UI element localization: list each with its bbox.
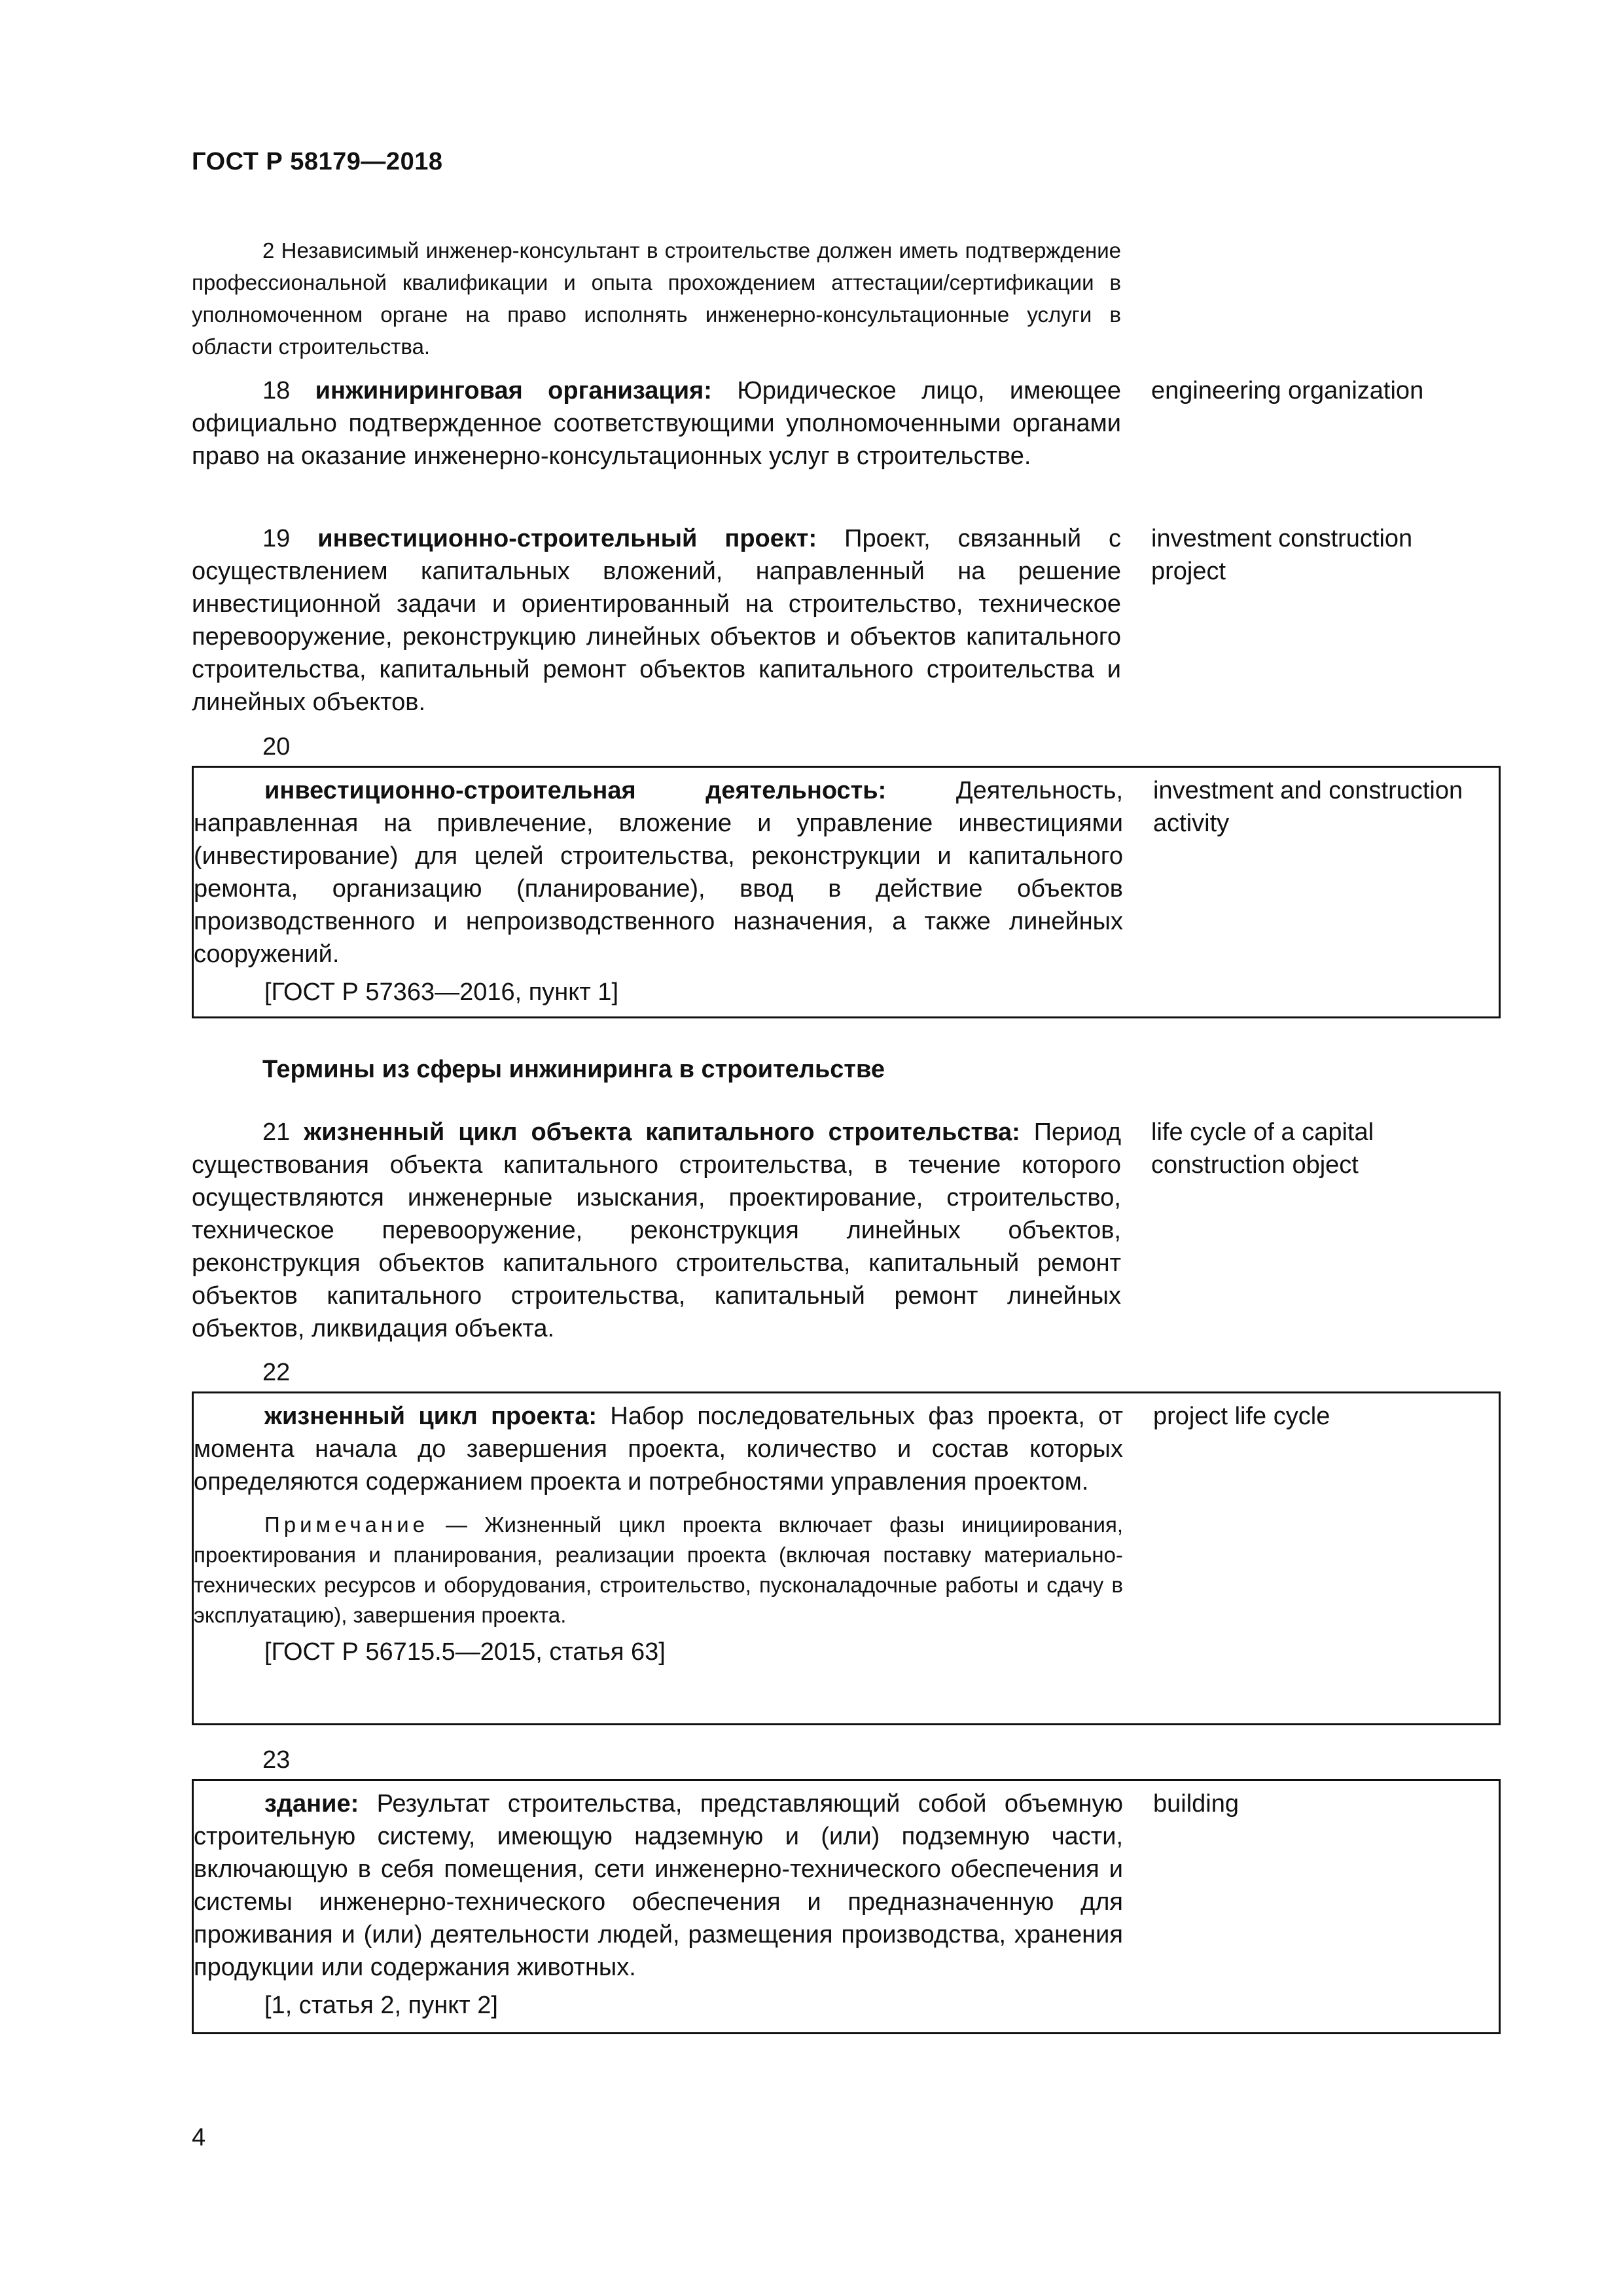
page-number: 4 <box>192 2124 206 2151</box>
term-entry-21-body <box>192 1116 1121 1345</box>
term-name: инжиниринговая организация: <box>315 377 712 404</box>
term-number-23: 23 <box>262 1746 291 1774</box>
term-english-equivalent: engineering organization <box>1151 377 1424 404</box>
term-entry-23-box <box>192 1779 1501 2034</box>
section-title: Термины из сферы инжиниринга в строительстве <box>262 1056 885 1083</box>
term-definition: Проект, связанный с осуществлением капитальных вложений, направленный на решение инвестиционной задачи и ориентированный на строительство, техническое перевооружение, реконструкцию линейных объектов и объектов капитального строительства, капитальный ремонт объектов капитального строительства и линейных объектов. <box>192 525 1122 716</box>
term-english-equivalent: project life cycle <box>1153 1403 1330 1430</box>
term-definition: Набор последовательных фаз проекта, от момента начала до завершения проекта, количество и состав которых определяются содержанием проекта и потребностями управления проектом. <box>194 1403 1123 1496</box>
term-reference: [ГОСТ Р 56715.5—2015, статья 63] <box>264 1638 666 1666</box>
term-entry-22-body <box>194 1400 1123 1498</box>
term-entry-20-box <box>192 766 1501 1018</box>
term-name: жизненный цикл проекта: <box>264 1403 597 1430</box>
note-2 <box>192 234 1121 363</box>
term-definition: Результат строительства, представляющий собой объемную строительную систему, имеющую надземную и (или) подземную части, включающую в себя помещения, сети инженерно-технического обеспечения и системы инженерно-технического обеспечения и предназначенную для проживания и (или) деятельности людей, размещения производства, хранения продукции или содержания животных. <box>194 1790 1123 1981</box>
document-header: ГОСТ Р 58179—2018 <box>192 148 443 175</box>
term-english-equivalent: building <box>1153 1790 1239 1818</box>
term-english-equivalent: investment construction project <box>1151 525 1413 585</box>
term-entry-21 <box>192 1116 1374 1345</box>
term-definition: Деятельность, направленная на привлечение, вложение и управление инвестициями (инвестирование) для целей строительства, реконструкции и капитального ремонта, организацию (планирование), ввод в действие объектов производственного и непроизводственного назначения, а также линейных сооружений. <box>194 777 1123 968</box>
term-name: жизненный цикл объекта капитального строительства: <box>304 1119 1020 1146</box>
term-entry-22-content <box>194 1400 1123 1668</box>
term-name: здание: <box>264 1790 359 1818</box>
term-entry-23-content <box>194 1787 1123 2022</box>
term-definition: Период существования объекта капитального строительства, в течение которого осуществляются инженерные изыскания, проектирование, строительство, техническое перевооружение, реконструкция линейных объектов, реконструкция объектов капитального строительства, капитальный ремонт объектов капитального строительства, капитальный ремонт линейных объектов, ликвидация объекта. <box>192 1119 1121 1342</box>
term-entry-18 <box>192 374 1424 473</box>
term-entry-20-body <box>194 774 1123 971</box>
term-note <box>194 1510 1123 1630</box>
term-entry-18-body <box>192 374 1121 473</box>
term-name: инвестиционно-строительная деятельность: <box>264 777 887 804</box>
term-definition: Юридическое лицо, имеющее официально подтвержденное соответствующими уполномоченными органами право на оказание инженерно-консультационных услуг в строительстве. <box>192 377 1121 470</box>
note-label: Примечание <box>264 1513 429 1537</box>
term-number: 18 <box>262 377 291 404</box>
term-number: 21 <box>262 1119 291 1146</box>
note-2-text: 2 Независимый инженер-консультант в строительстве должен иметь подтверждение профессиональной квалификации и опыта прохождением аттестации/сертификации в уполномоченном органе на право исполнять инженерно-консультационные услуги в области строительства. <box>192 238 1121 359</box>
term-number: 19 <box>262 525 291 552</box>
term-english-equivalent: investment and construction activity <box>1153 777 1463 837</box>
term-reference: [1, статья 2, пункт 2] <box>264 1992 498 2019</box>
term-name: инвестиционно-строительный проект: <box>317 525 817 552</box>
term-entry-23-body <box>194 1787 1123 1984</box>
term-english-equivalent: life cycle of a capital construction object <box>1151 1119 1374 1179</box>
term-number-22: 22 <box>262 1359 291 1386</box>
note-text: — Жизненный цикл проекта включает фазы инициирования, проектирования и планирования, реализации проекта (включая поставку материально-технических ресурсов и оборудования, строительство, пусконаладочные работы и сдачу в эксплуатацию), завершения проекта. <box>194 1513 1123 1627</box>
term-entry-19 <box>192 522 1413 719</box>
term-reference: [ГОСТ Р 57363—2016, пункт 1] <box>264 978 618 1006</box>
term-entry-19-body <box>192 522 1121 719</box>
term-number-20: 20 <box>262 733 291 761</box>
term-entry-20-content <box>194 774 1123 1009</box>
term-entry-22-box <box>192 1391 1501 1725</box>
